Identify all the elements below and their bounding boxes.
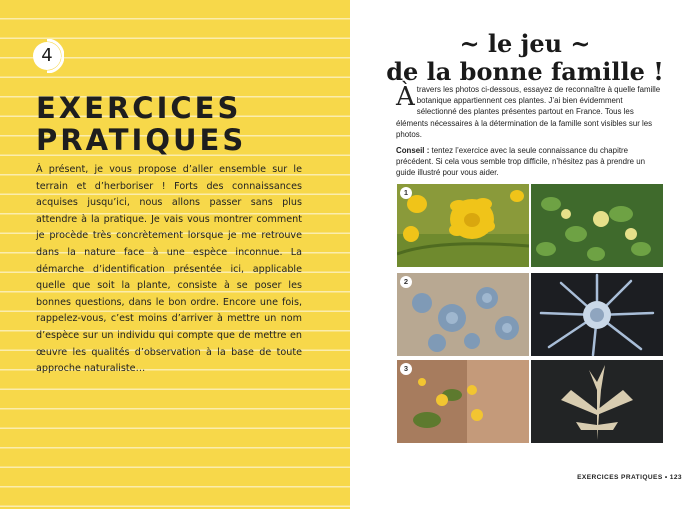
game-title	[370, 30, 680, 86]
intro-paragraph: À présent, je vous propose d’aller ensemble sur le terrain et d’herboriser ! Forts des connaissances acquises jusqu’ici, nous allons passer sans plus attendre à la pratique. Je vais vous montrer comment je procède très concrètement lorsque je me retrouve dans la nature face à une espèce inconnue. La démarche d’identification présentée ici, applicable quelle que soit la plante, consiste à se poser les bonnes questions, dans le bon ordre. Encore une fois, rappelez-vous, c’est moins d’arriver à mettre un nom d’espèce sur un individu qui compte que de mettre en œuvre les qualités d’observation à la base de toute approche naturaliste…	[36, 164, 302, 375]
game-intro-text: travers les photos ci-dessous, essayez de reconnaître à quelle famille botanique appartiennent ces plantes. J’ai bien évidemment sélectionné des plantes présentes partout en France. Tous les éléments nécessaires à la détermination de la famille sont visibles sur les photos.	[396, 85, 661, 139]
chapter-title-line1: EXERCICES	[36, 91, 242, 125]
photo-blue-thistle	[397, 273, 529, 356]
advice	[396, 145, 663, 179]
photo-badge: 2	[400, 276, 412, 288]
pale-leaf-image	[531, 360, 663, 443]
chapter-title-line2: PRATIQUES	[36, 123, 247, 157]
trefoil-image	[531, 184, 663, 267]
photo-trefoil	[531, 184, 663, 267]
chapter-title	[36, 92, 246, 156]
advice-label: Conseil :	[396, 146, 430, 155]
game-title-line1: ~ le jeu ~	[459, 29, 591, 58]
game-title-line2: de la bonne famille !	[386, 57, 664, 86]
photo-badge: 1	[400, 187, 412, 199]
blue-thistle-image	[397, 273, 529, 356]
chapter-number: 4	[41, 45, 53, 66]
photo-badge: 3	[400, 363, 412, 375]
photo-yellow-flower	[397, 184, 529, 267]
yellow-flower-image	[397, 184, 529, 267]
dropcap: À	[396, 82, 415, 112]
advice-text: tentez l’exercice avec la seule connaissance du chapitre précédent. Si cela vous semble trop difficile, n’hésitez pas à prendre un guide illustré pour vous aider.	[396, 146, 645, 178]
small-yellow-flowers-image	[397, 360, 529, 443]
game-intro	[396, 84, 663, 140]
thistle-closeup-image	[531, 273, 663, 356]
photo-small-yellow-flowers	[397, 360, 529, 443]
photo-thistle-closeup	[531, 273, 663, 356]
page-folio: EXERCICES PRATIQUES • 123	[577, 474, 682, 481]
photo-pale-leaf	[531, 360, 663, 443]
